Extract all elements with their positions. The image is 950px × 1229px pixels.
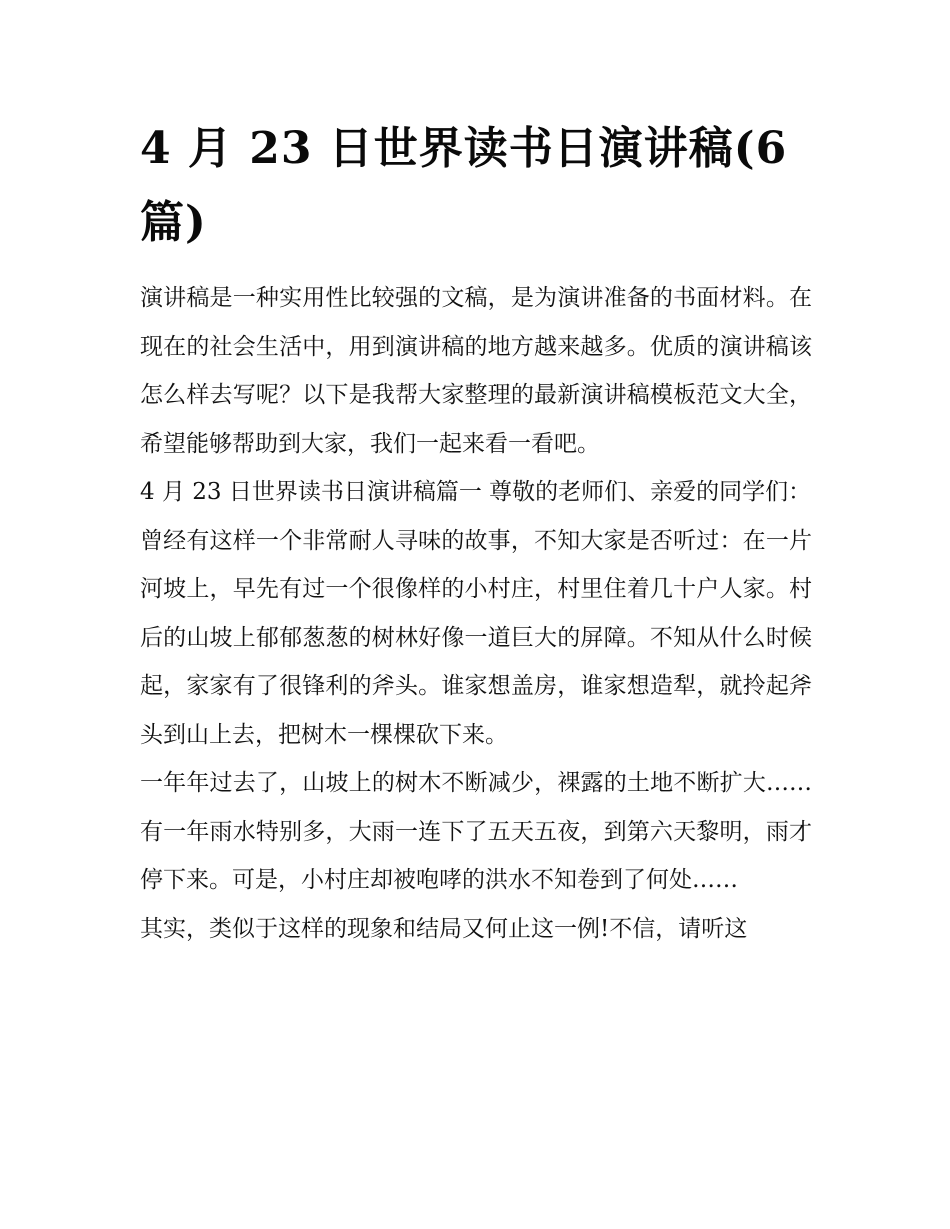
document-content (140, 112, 812, 953)
conclusion-paragraph: 其实，类似于这样的现象和结局又何止这一例!不信，请听这 (140, 915, 748, 942)
story-paragraph: 曾经有这样一个非常耐人寻味的故事，不知大家是否听过：在一片河坡上，早先有过一个很像样的小村庄，村里住着几十户人家。村后的山坡上郁郁葱葱的树林好像一道巨大的屏障。不知从什么时候起，家家有了很锋利的斧头。谁家想盖房，谁家想造犁，就拎起斧头到山上去，把树木一棵棵砍下来。 (140, 527, 812, 748)
document-body (140, 274, 812, 953)
speech-heading-paragraph: 4 月 23 日世界读书日演讲稿篇一 尊敬的老师们、亲爱的同学们： (140, 479, 812, 505)
intro-paragraph: 演讲稿是一种实用性比较强的文稿，是为演讲准备的书面材料。在现在的社会生活中，用到演讲稿的地方越来越多。优质的演讲稿该怎么样去写呢？以下是我帮大家整理的最新演讲稿模板范文大全，希望能够帮助到大家，我们一起来看一看吧。 (140, 285, 812, 457)
document-title: 4 月 23 日世界读书日演讲稿(6 篇) (140, 123, 788, 248)
flood-paragraph: 一年年过去了，山坡上的树木不断减少，裸露的土地不断扩大……有一年雨水特别多，大雨一连下了五天五夜，到第六天黎明，雨才停下来。可是，小村庄却被咆哮的洪水不知卷到了何处…… (140, 770, 812, 893)
